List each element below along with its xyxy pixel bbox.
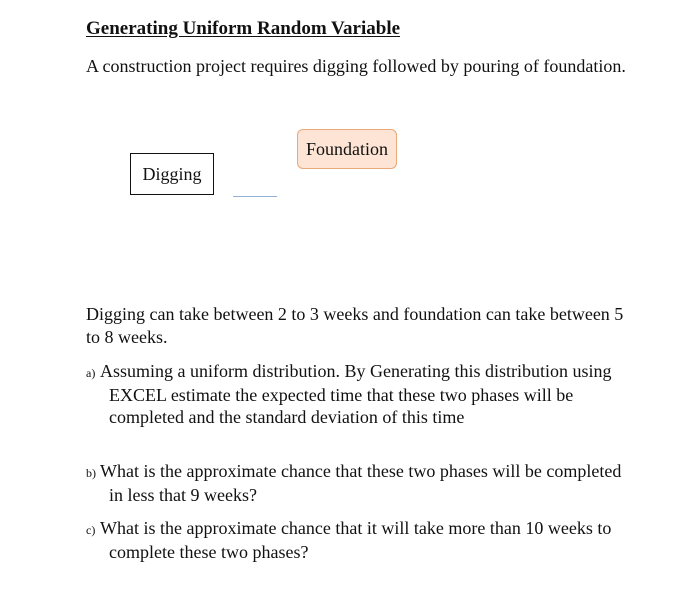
digging-box bbox=[130, 153, 214, 195]
digging-label: Digging bbox=[142, 163, 202, 184]
durations-paragraph: Digging can take between 2 to 3 weeks and foundation can take between 5 to 8 weeks. bbox=[86, 304, 624, 347]
connector-line bbox=[233, 196, 277, 197]
foundation-box bbox=[297, 129, 397, 169]
question-b-text: What is the approximate chance that these two phases will be completed in less that 9 weeks? bbox=[100, 461, 622, 505]
question-c-marker: c) bbox=[86, 523, 96, 537]
question-b bbox=[86, 460, 626, 506]
question-c bbox=[86, 517, 626, 563]
page-title: Generating Uniform Random Variable bbox=[86, 18, 401, 39]
question-a-marker: a) bbox=[86, 366, 96, 380]
question-c-text: What is the approximate chance that it will take more than 10 weeks to complete these two phases? bbox=[100, 518, 612, 562]
intro-paragraph: A construction project requires digging followed by pouring of foundation. bbox=[86, 56, 626, 76]
question-a-text: Assuming a uniform distribution. By Generating this distribution using EXCEL estimate the expected time that these two phases will be completed and the standard deviation of this time bbox=[100, 361, 612, 427]
foundation-label: Foundation bbox=[305, 138, 388, 159]
question-a bbox=[86, 360, 626, 428]
question-b-marker: b) bbox=[86, 466, 96, 480]
